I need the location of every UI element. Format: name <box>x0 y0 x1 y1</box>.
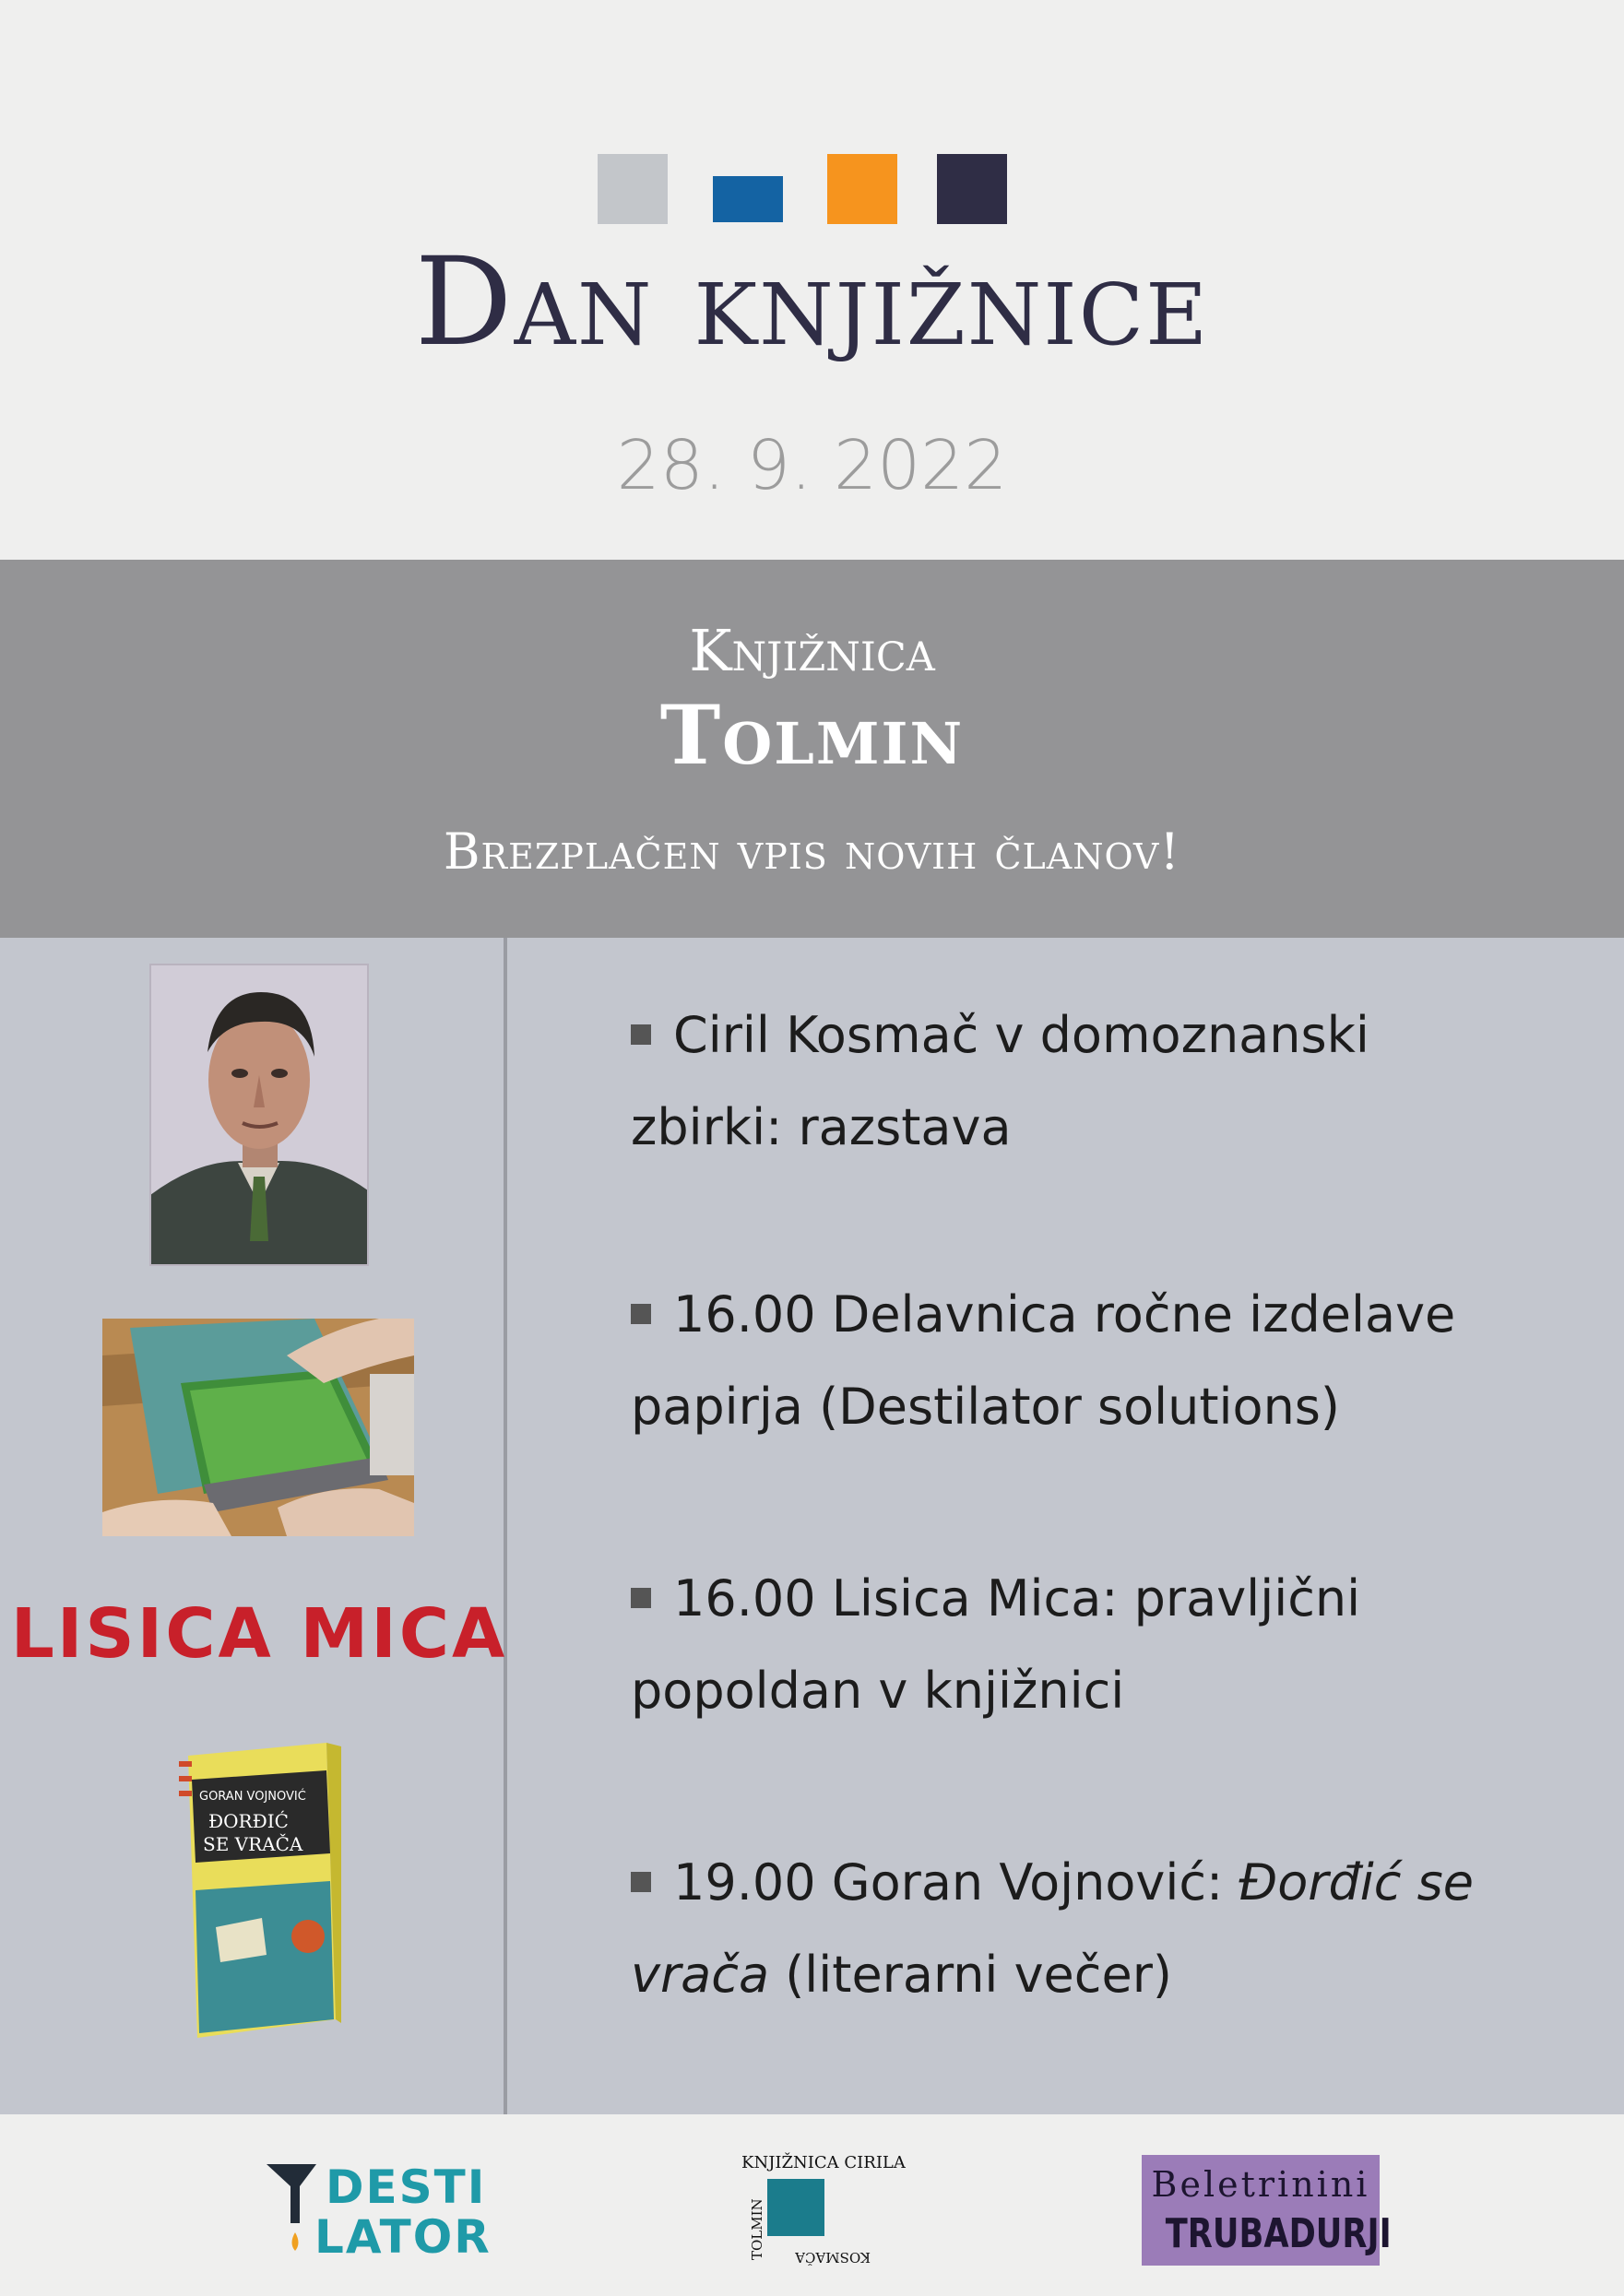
event-text: 16.00 Delavnica ročne izdelave <box>673 1285 1456 1343</box>
beletrinini-line1: Beletrinini <box>1151 2164 1370 2205</box>
event-item-workshop <box>631 1269 1553 1453</box>
book-cover <box>179 1743 341 2038</box>
square-orange <box>827 154 897 224</box>
event-text-italic: vrača <box>631 1946 770 2004</box>
beletrinini-trubadurji-logo <box>1142 2155 1392 2266</box>
beletrinini-line2: TRUBADURJI <box>1165 2210 1392 2257</box>
square-grey <box>598 154 668 224</box>
square-navy <box>937 154 1007 224</box>
lisica-mica-text: LISICA MICA <box>10 1594 508 1674</box>
event-text: 16.00 Lisica Mica: pravljični <box>673 1569 1361 1627</box>
book-title-line2: SE VRAČA <box>203 1833 303 1855</box>
destilator-logo <box>263 2159 492 2264</box>
book-title-line1: ĐORĐIĆ <box>208 1810 289 1832</box>
destilator-line1: DESTI <box>326 2160 487 2214</box>
page-title: Dan knjižnice <box>414 231 1210 373</box>
column-divider <box>504 938 507 2114</box>
bullet-icon <box>631 1588 651 1608</box>
knjiznica-cirila-kosmaca-logo <box>738 2151 906 2266</box>
membership-offer: Brezplačen vpis novih članov! <box>443 823 1181 881</box>
event-item-storytime <box>631 1553 1553 1737</box>
event-item-exhibition <box>631 989 1553 1174</box>
event-text: 19.00 Goran Vojnović: <box>673 1853 1239 1911</box>
destilator-line2: LATOR <box>314 2210 492 2264</box>
footer <box>0 2114 1624 2296</box>
bullet-icon <box>631 1304 651 1324</box>
portrait-painting <box>150 965 368 1265</box>
library-name: Tolmin <box>659 687 965 783</box>
bullet-icon <box>631 1872 651 1892</box>
event-date: 28. 9. 2022 <box>616 426 1008 505</box>
lisica-mica-logo <box>10 1592 508 1675</box>
book-author: GORAN VOJNOVIĆ <box>199 1790 306 1804</box>
program-panel <box>0 938 1624 2114</box>
bullet-icon <box>631 1024 651 1045</box>
event-text: zbirki: razstava <box>631 1098 1012 1156</box>
square-blue <box>713 176 783 222</box>
event-item-literary-evening <box>631 1837 1553 2021</box>
paper-making-photo <box>102 1319 414 1536</box>
library-logo-bottom: KOSMAČA <box>795 2249 871 2266</box>
event-text-italic: Đorđić se <box>1239 1853 1474 1911</box>
library-banner <box>0 560 1624 938</box>
event-text: (literarni večer) <box>769 1946 1172 2004</box>
event-text: popoldan v knjižnici <box>631 1662 1125 1720</box>
library-label: Knjižnica <box>689 617 935 684</box>
event-text: papirja (Destilator solutions) <box>631 1378 1340 1436</box>
event-text: Ciril Kosmač v domoznanski <box>673 1006 1369 1064</box>
library-logo-top: KNJIŽNICA CIRILA <box>741 2153 906 2172</box>
library-logo-left: TOLMIN <box>749 2198 765 2260</box>
